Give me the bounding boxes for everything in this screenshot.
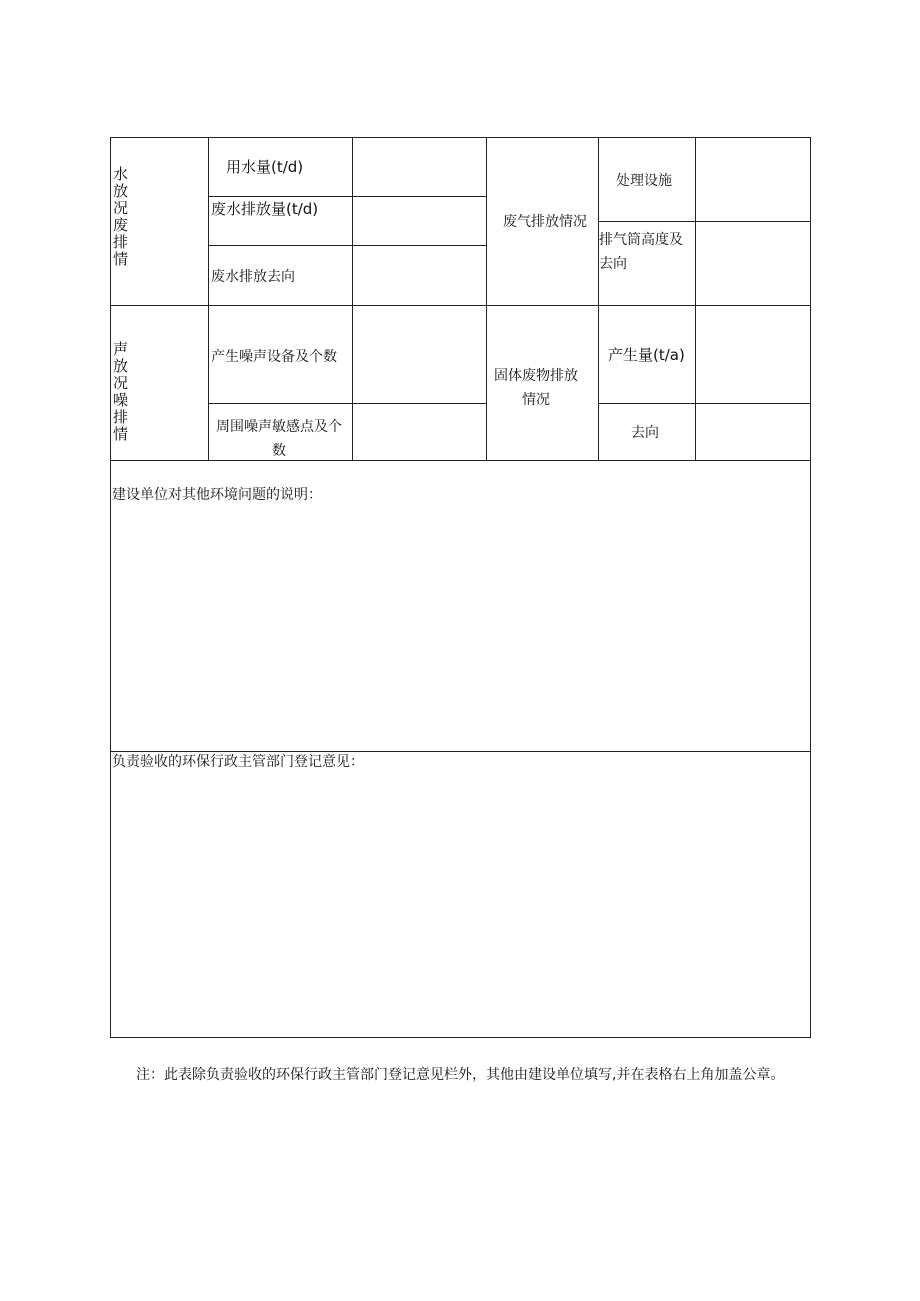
wastewater-amount-label: 废水排放量(t/d) <box>211 200 319 218</box>
noise-title-char: 噪 <box>113 391 129 409</box>
water-title-char: 情 <box>113 250 129 268</box>
water-section-title <box>113 166 133 268</box>
col-divider-3 <box>486 137 487 461</box>
water-title-char: 放 <box>113 182 129 200</box>
noise-equipment-label: 产生噪声设备及个数 <box>211 349 337 365</box>
solid-waste-amount-label: 产生量(t/a) <box>608 346 685 364</box>
noise-title-char: 放 <box>113 357 129 375</box>
treatment-facility-label: 处理设施 <box>616 173 672 189</box>
noise-title-char: 情 <box>113 425 129 443</box>
water-title-char: 水 <box>113 165 129 183</box>
builder-remarks-label: 建设单位对其他环境问题的说明： <box>112 487 322 503</box>
table-border-top <box>110 137 811 138</box>
noise-title-char: 排 <box>113 408 129 426</box>
noise-sensitive-points-label: 周围噪声敏感点及个数 <box>216 419 342 459</box>
table-border-left <box>110 137 111 1038</box>
water-title-char: 排 <box>113 233 129 251</box>
row-divider-solid <box>598 403 811 404</box>
table-border-bottom <box>110 1037 811 1038</box>
noise-title-char: 声 <box>113 340 129 358</box>
row-divider-section <box>110 305 811 306</box>
noise-title-char: 况 <box>113 374 129 392</box>
footnote: 注：此表除负责验收的环保行政主管部门登记意见栏外，其他由建设单位填写,并在表格右上角加盖公章。 <box>136 1067 785 1083</box>
water-title-char: 况 <box>113 199 129 217</box>
noise-section-title <box>113 341 133 443</box>
row-divider-noise <box>208 403 486 404</box>
col-divider-4 <box>598 137 599 461</box>
authority-opinion-label: 负责验收的环保行政主管部门登记意见： <box>112 754 364 770</box>
row-divider-water-1 <box>208 196 486 197</box>
table-border-right <box>810 137 811 1038</box>
col-divider-5 <box>695 137 696 461</box>
col-divider-1 <box>208 137 209 461</box>
water-usage-label: 用水量(t/d) <box>226 158 304 176</box>
stack-height-label: 排气筒高度及去向 <box>599 232 683 272</box>
solid-waste-title: 固体废物排放情况 <box>494 368 578 408</box>
wastewater-destination-label: 废水排放去向 <box>211 269 295 285</box>
solid-waste-destination-label: 去向 <box>631 425 659 441</box>
row-divider-water-2 <box>208 245 486 246</box>
water-title-char: 废 <box>113 216 129 234</box>
exhaust-gas-title: 废气排放情况 <box>503 214 587 230</box>
row-divider-gas <box>598 221 811 222</box>
col-divider-2 <box>352 137 353 461</box>
row-divider-authority <box>110 751 811 752</box>
